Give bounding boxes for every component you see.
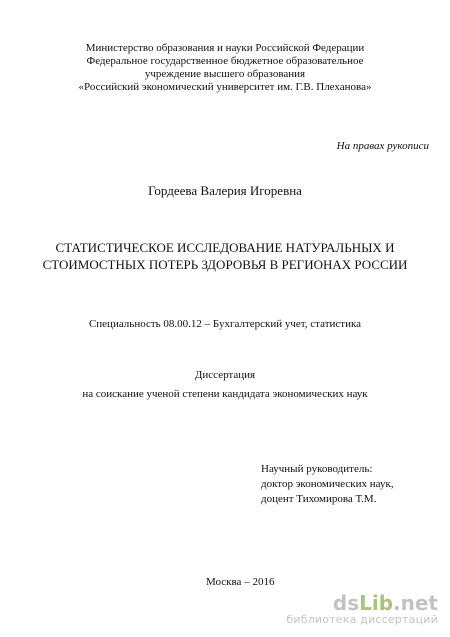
document-type: Диссертация	[194, 369, 256, 381]
city-year: Москва – 2016	[206, 576, 275, 588]
logo-part-ds: ds	[332, 591, 360, 615]
dissertation-title-line-2: СТОИМОСТНЫХ ПОТЕРЬ ЗДОРОВЬЯ В РЕГИОНАХ РОССИИ	[42, 257, 408, 272]
education-level-line: учреждение высшего образования	[144, 68, 306, 80]
dissertation-title-line-1: СТАТИСТИЧЕСКОЕ ИССЛЕДОВАНИЕ НАТУРАЛЬНЫХ И	[55, 240, 395, 255]
specialty-line: Специальность 08.00.12 – Бухгалтерский учет, статистика	[88, 318, 362, 330]
supervisor-degree: доктор экономических наук,	[261, 478, 394, 490]
degree-line: на соискание ученой степени кандидата экономических наук	[82, 388, 368, 400]
supervisor-name: доцент Тихомирова Т.М.	[261, 493, 377, 505]
supervisor-label: Научный руководитель:	[261, 463, 373, 475]
logo-part-lib: Lib	[359, 591, 394, 615]
university-name-line: «Российский экономический университет им. Г.В. Плеханова»	[78, 81, 372, 93]
institution-type-line: Федеральное государственное бюджетное образовательное	[86, 55, 364, 67]
supervisor-block	[261, 462, 394, 507]
dslib-logo	[286, 592, 438, 614]
watermark-subtitle: библиотека диссертаций	[286, 613, 438, 626]
dslib-watermark	[286, 592, 438, 626]
logo-part-tld: .net	[393, 591, 438, 615]
rights-note: На правах рукописи	[336, 140, 429, 152]
author-name: Гордеева Валерия Игоревна	[148, 183, 302, 198]
ministry-line: Министерство образования и науки Российской Федерации	[85, 42, 365, 54]
